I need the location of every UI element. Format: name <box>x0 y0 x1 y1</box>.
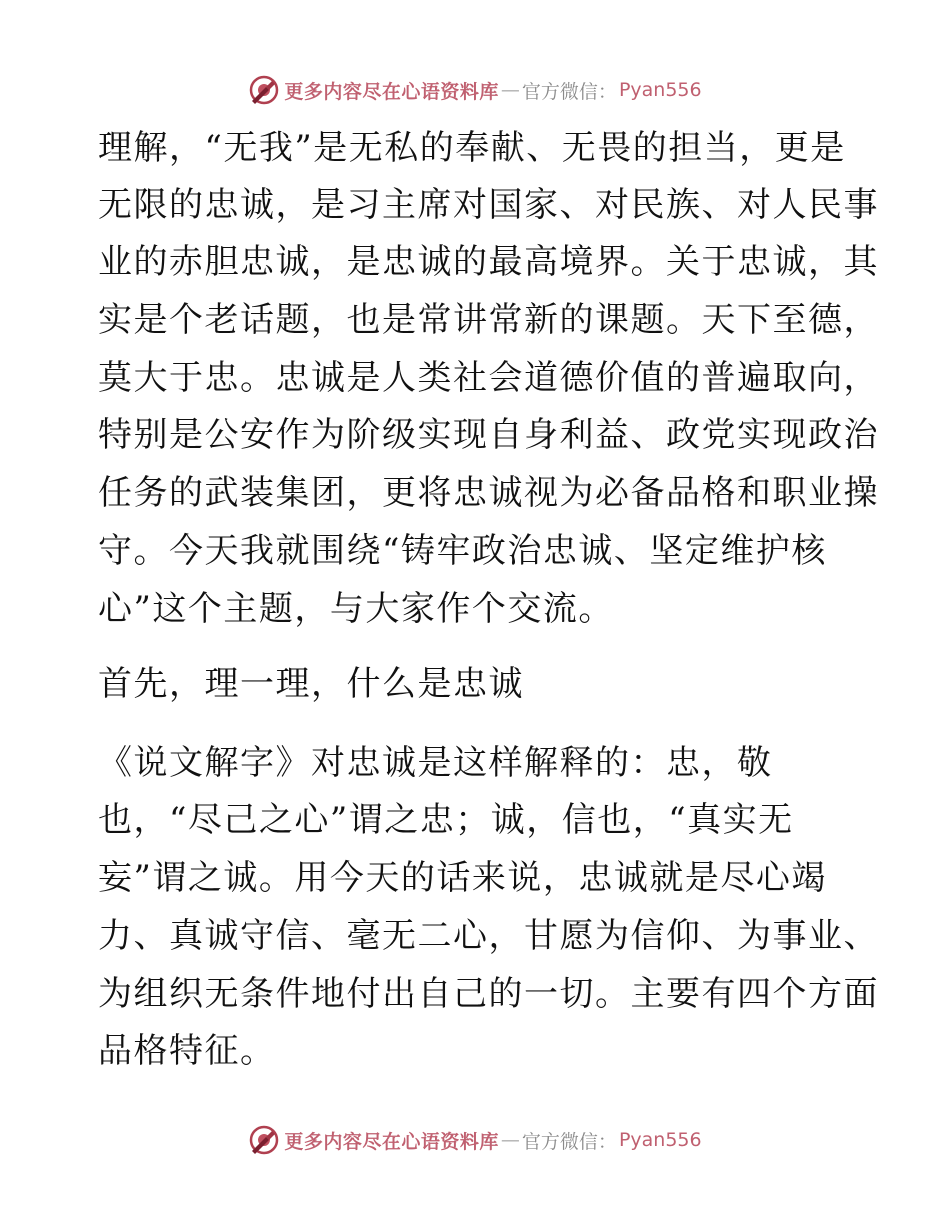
body-line: 也，“尽己之心”谓之忠；诚，信也，“真实无 <box>98 800 794 840</box>
watermark-dash: — <box>500 79 520 101</box>
body-line: 实是个老话题，也是常讲常新的课题。天下至德， <box>98 300 879 340</box>
body-line: 业的赤胆忠诚，是忠诚的最高境界。关于忠诚，其 <box>98 242 879 282</box>
body-line: 品格特征。 <box>98 1031 276 1071</box>
body-line: 为组织无条件地付出自己的一切。主要有四个方面 <box>98 974 879 1014</box>
watermark-footer <box>0 1122 950 1158</box>
body-line: 《说文解字》对忠诚是这样解释的：忠，敬 <box>98 743 773 783</box>
section-heading: 首先，理一理，什么是忠诚 <box>98 664 524 704</box>
body-line: 任务的武装集团，更将忠诚视为必备品格和职业操 <box>98 473 879 513</box>
watermark-official-label: 官方微信： <box>521 80 617 103</box>
body-line: 力、真诚守信、毫无二心，甘愿为信仰、为事业、 <box>98 916 879 956</box>
body-line: 心”这个主题，与大家作个交流。 <box>98 589 614 629</box>
body-line: 妄”谓之诚。用今天的话来说，忠诚就是尽心竭 <box>98 858 827 898</box>
body-line: 莫大于忠。忠诚是人类社会道德价值的普遍取向， <box>98 358 879 398</box>
watermark-dash: — <box>500 1129 520 1151</box>
body-line: 特别是公安作为阶级实现自身利益、政党实现政治 <box>98 415 879 455</box>
watermark-brand-text: 更多内容尽在心语资料库 <box>284 1130 499 1153</box>
watermark-wechat-id: Pyan556 <box>618 79 702 101</box>
watermark-header <box>0 72 950 108</box>
pen-logo-icon <box>248 74 280 106</box>
pen-logo-icon <box>248 1124 280 1156</box>
body-line: 理解，“无我”是无私的奉献、无畏的担当，更是 <box>98 128 846 168</box>
watermark-brand-text: 更多内容尽在心语资料库 <box>284 80 499 103</box>
body-line: 守。今天我就围绕“铸牢政治忠诚、坚定维护核 <box>98 531 827 571</box>
watermark-official-label: 官方微信： <box>521 1130 617 1153</box>
body-line: 无限的忠诚，是习主席对国家、对民族、对人民事 <box>98 185 879 225</box>
watermark-wechat-id: Pyan556 <box>618 1129 702 1151</box>
